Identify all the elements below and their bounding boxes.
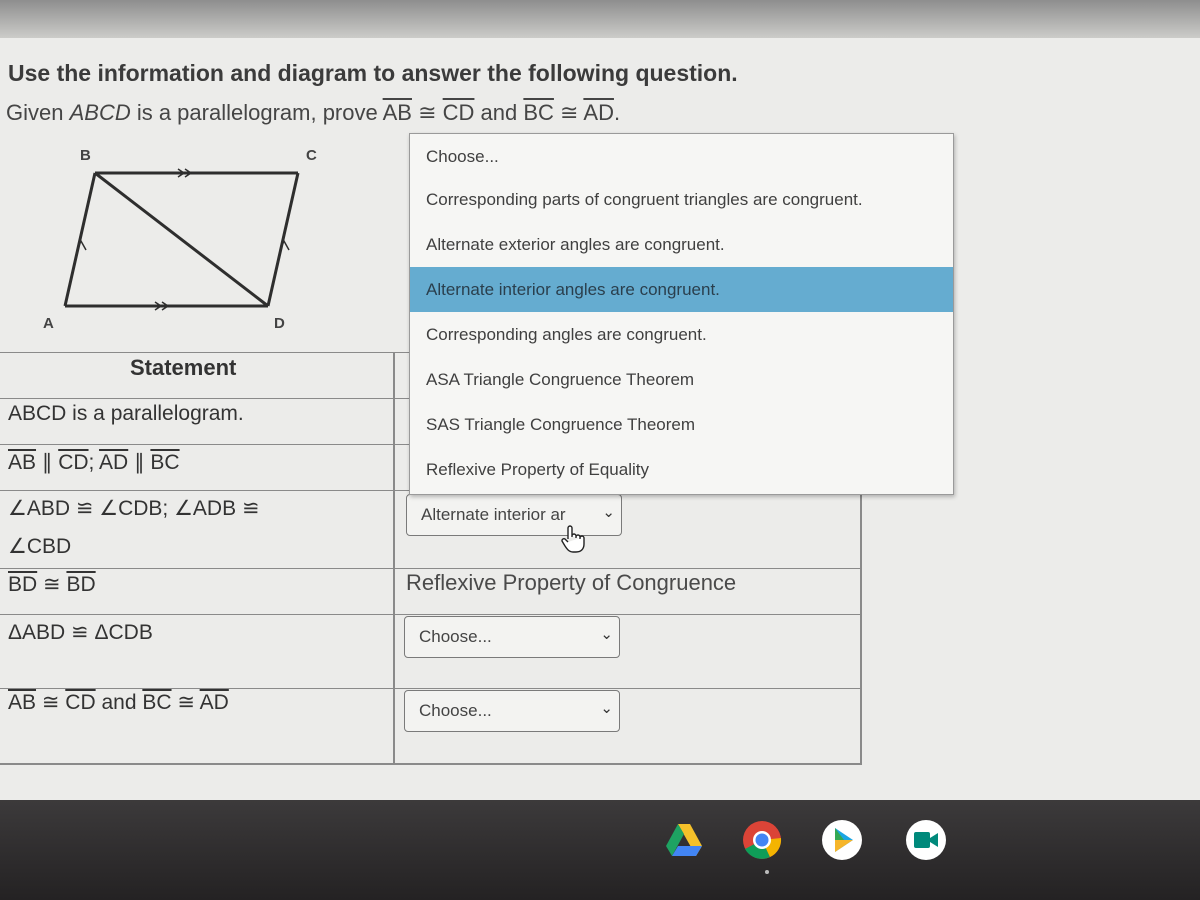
dropdown-option[interactable]: Reflexive Property of Equality	[426, 460, 649, 479]
table-bottom-border	[0, 763, 862, 765]
chevron-down-icon: ⌄	[602, 504, 615, 521]
reason-select-row3-value: Alternate interior ar	[421, 505, 566, 524]
vertex-label-d: D	[274, 315, 285, 332]
hand-cursor-icon	[560, 525, 586, 553]
table-column-divider	[393, 352, 395, 764]
dropdown-option[interactable]: Corresponding angles are congruent.	[426, 325, 707, 344]
screen-top-bezel	[0, 0, 1200, 40]
reason-select-row6[interactable]	[404, 690, 620, 732]
statement-3: ∠ABD ≌ ∠CDB; ∠ADB ≌	[8, 497, 260, 520]
parallelogram-diagram	[30, 140, 330, 340]
side-ab	[65, 173, 95, 306]
dropdown-option[interactable]: SAS Triangle Congruence Theorem	[426, 415, 696, 434]
question-heading: Use the information and diagram to answer the following question.	[8, 60, 738, 86]
chevron-down-icon: ⌄	[600, 626, 613, 643]
statement-4: $\overline{BD}$ ≅ $\overline{BD}$	[8, 573, 96, 596]
statement-2: $\overline{AB}$ ∥ $\overline{CD}$; $\overline{AD}$ ∥ $\overline{BC}$	[8, 451, 180, 474]
table-row-divider	[0, 568, 862, 569]
dropdown-option[interactable]: Alternate exterior angles are congruent.	[426, 235, 725, 254]
diagonal-bd	[95, 173, 268, 306]
reason-select-row5-value: Choose...	[419, 627, 492, 646]
question-given: Given ABCD is a parallelogram, prove $\overline{AB}$ ≅ $\overline{CD}$ and $\overline{BC}$ ≅ $\overline{AD}$.	[6, 100, 621, 125]
chrome-icon[interactable]	[740, 818, 784, 862]
table-row-divider	[0, 688, 862, 689]
dropdown-option[interactable]: Choose...	[426, 147, 499, 166]
dropdown-option[interactable]: ASA Triangle Congruence Theorem	[426, 370, 695, 389]
play-store-icon[interactable]	[820, 818, 864, 862]
reason-dropdown-list[interactable]	[409, 133, 954, 495]
vertex-label-b: B	[80, 147, 91, 164]
reason-4: Reflexive Property of Congruence	[406, 570, 737, 595]
statement-header: Statement	[130, 355, 237, 380]
statement-3-line2: ∠CBD	[8, 535, 72, 558]
side-cd	[268, 173, 298, 306]
dropdown-option[interactable]: Corresponding parts of congruent triangles are congruent.	[426, 190, 863, 209]
dropdown-option-highlighted[interactable]: Alternate interior angles are congruent.	[410, 267, 953, 312]
chevron-down-icon: ⌄	[600, 700, 613, 717]
os-shelf	[0, 800, 1200, 900]
vertex-label-a: A	[43, 315, 54, 332]
drive-icon[interactable]	[662, 818, 706, 862]
statement-5: ΔABD ≌ ΔCDB	[8, 621, 153, 644]
reason-select-row5[interactable]	[404, 616, 620, 658]
statement-1: ABCD is a parallelogram.	[8, 402, 244, 425]
meet-icon[interactable]	[904, 818, 948, 862]
table-row-divider	[0, 614, 862, 615]
reason-select-row3[interactable]	[406, 494, 622, 536]
vertex-label-c: C	[306, 147, 317, 164]
statement-6: $\overline{AB}$ ≅ $\overline{CD}$ and $\overline{BC}$ ≅ $\overline{AD}$	[8, 691, 229, 714]
active-app-indicator	[765, 870, 769, 874]
reason-select-row6-value: Choose...	[419, 701, 492, 720]
parallel-marks-double	[155, 169, 191, 310]
